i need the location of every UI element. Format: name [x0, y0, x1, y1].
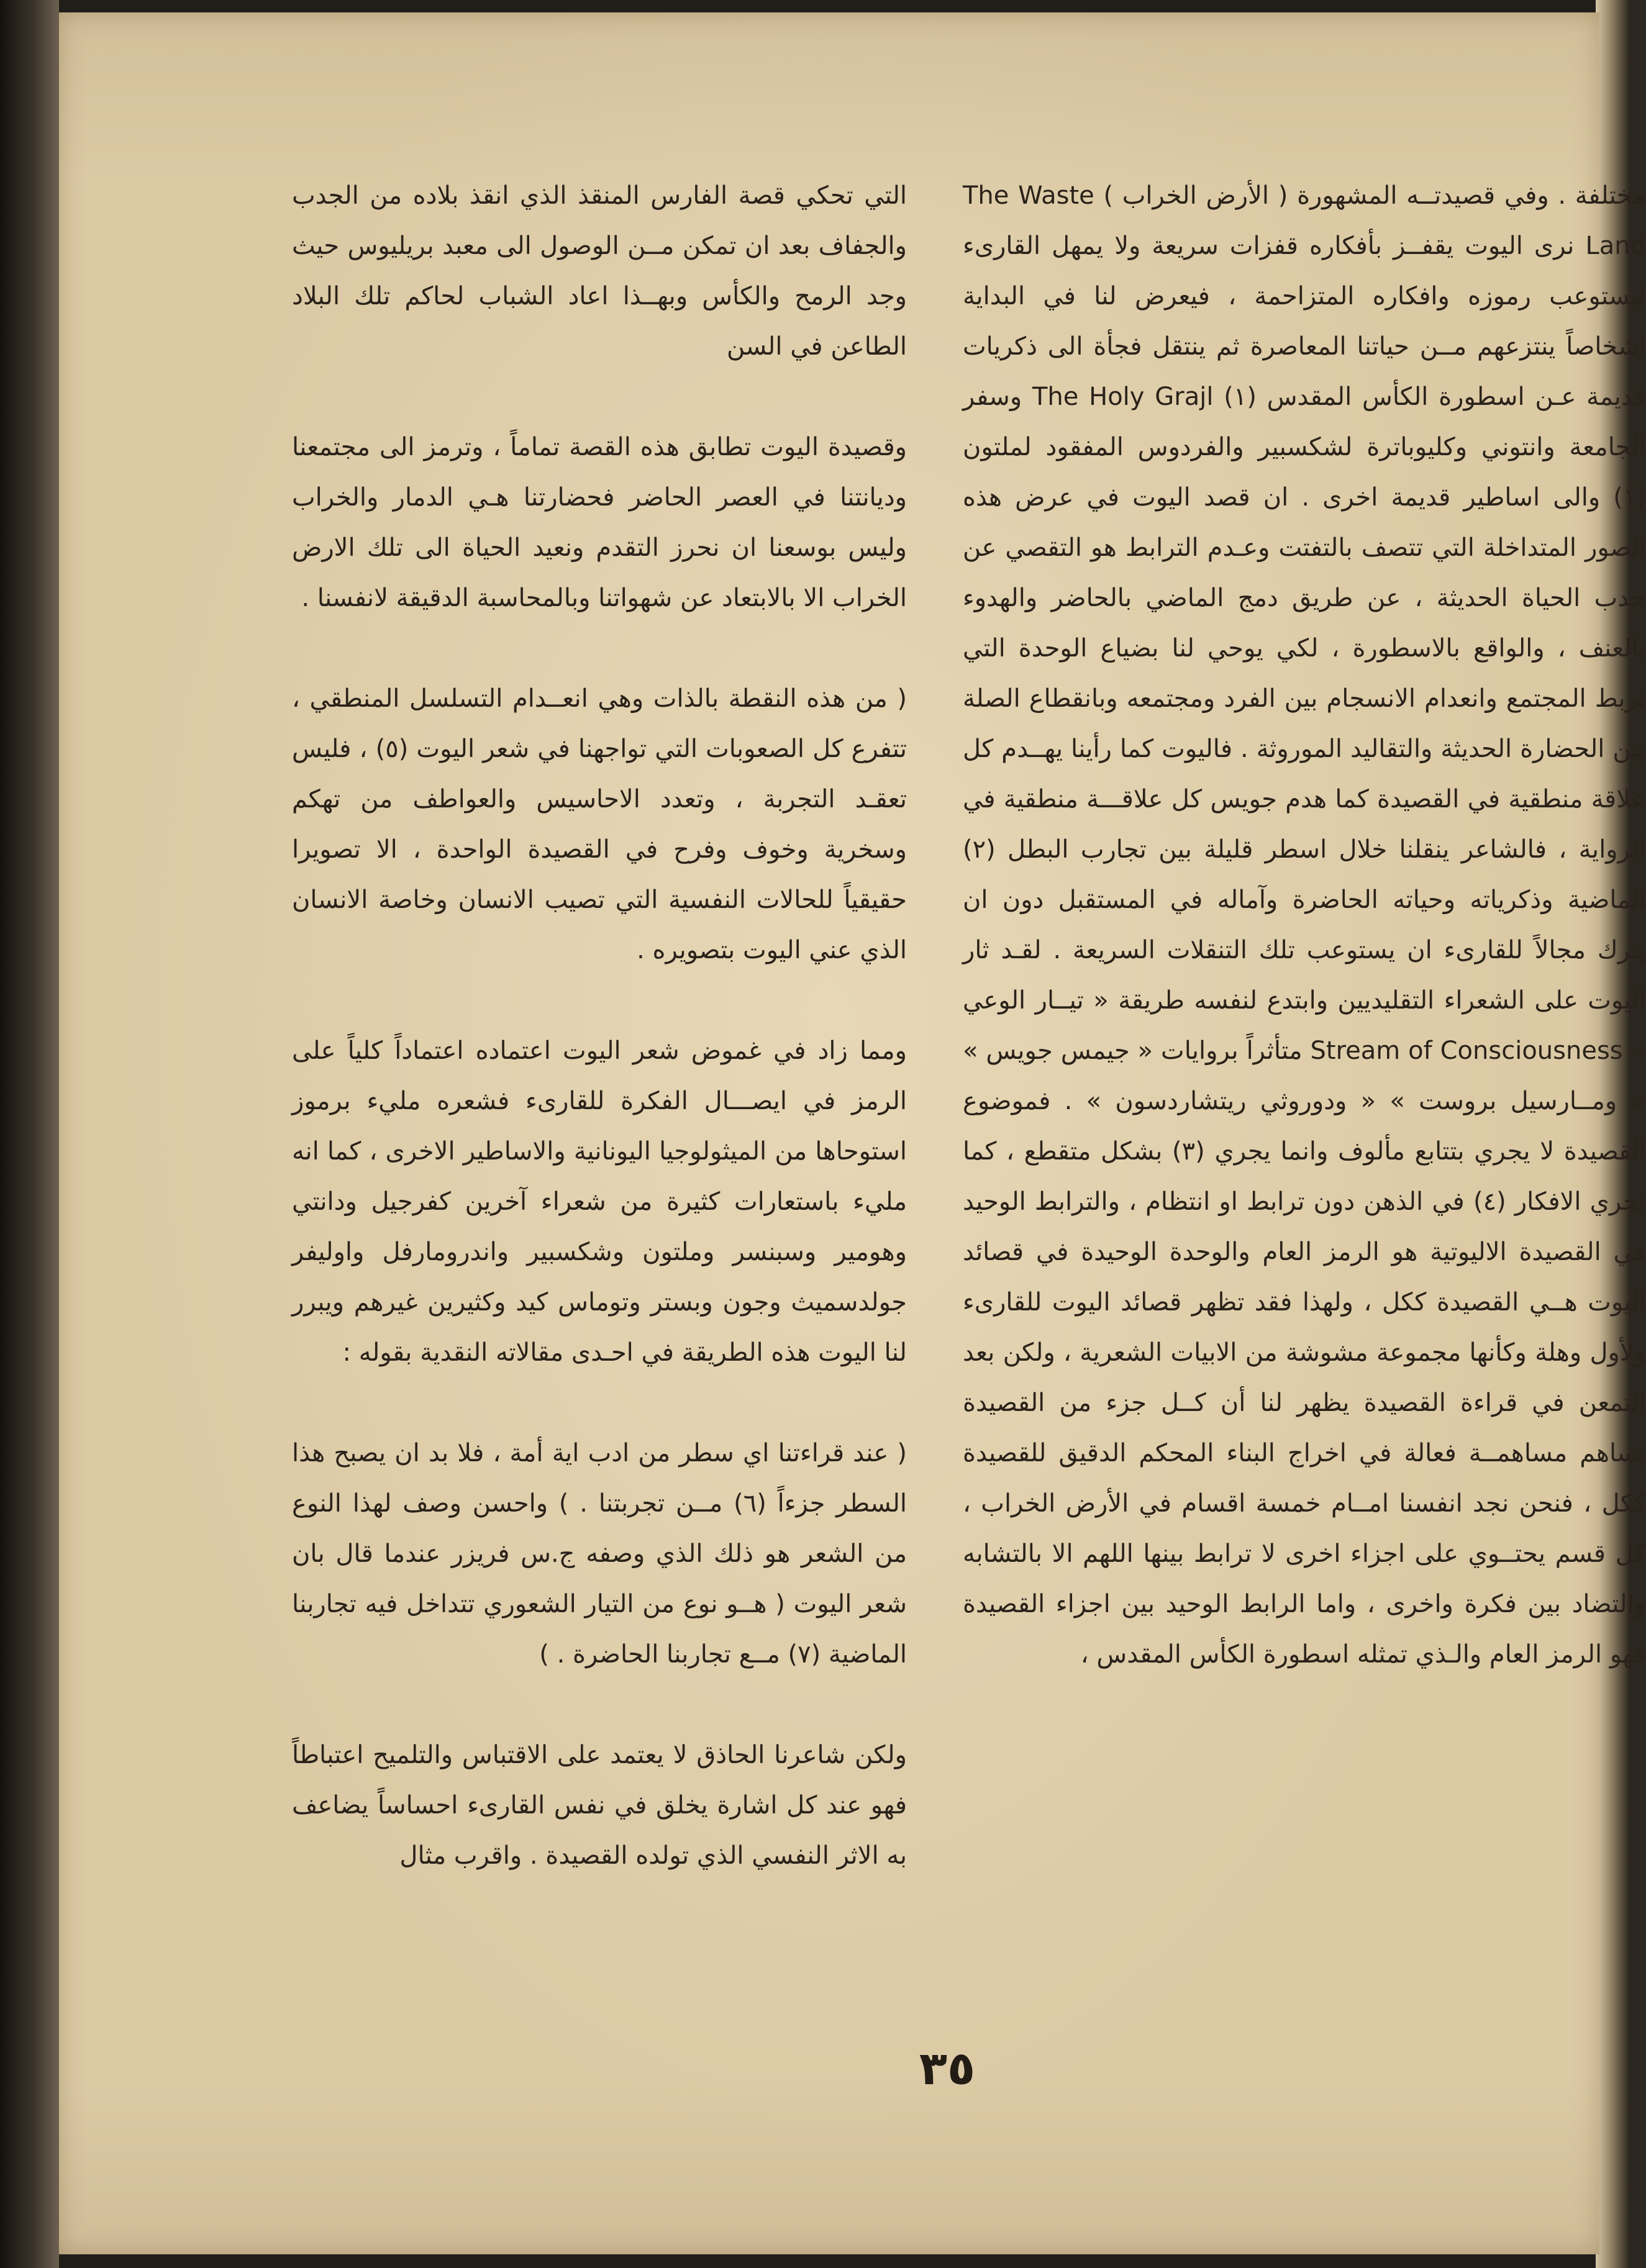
paragraph: التي تحكي قصة الفارس المنقذ الذي انقذ بلاده من الجدب والجفاف بعد ان تمكن مــن الوصول الى معبد بريليوس حيث وجد الرمح والكأس وبهــذا اعاد الشباب لحاكم تلك البلاد الطاعن في السن	[292, 181, 907, 361]
quote-paragraph: ( عند قراءتنا اي سطر من ادب اية أمة ، فلا بد ان يصبح هذا السطر جزءاً (٦) مــن تجربتنا . ) واحسن وصف لهذا النوع من الشعر هو ذلك الذي وصفه ج.س فريزر عندما قال بان شعر اليوت ( هــو نوع من التيار الشعوري تتداخل فيه تجاربنا الماضية (٧) مــع تجاربنا الحاضرة . )	[292, 1439, 907, 1669]
quote-paragraph: ( من هذه النقطة بالذات وهي انعــدام التسلسل المنطقي ، تتفرع كل الصعوبات التي تواجهنا في شعر اليوت (٥) ، فليس تعقـد التجربة ، وتعدد الاحاسيس والعواطف من تهكم وسخرية وخوف وفرح في القصيدة الواحدة ، الا تصويرا حقيقياً للحالات النفسية التي تصيب الانسان وخاصة الانسان الذي عني اليوت بتصويره .	[292, 684, 907, 964]
page-sheet	[59, 12, 1646, 2254]
paragraph: وقصيدة اليوت تطابق هذه القصة تماماً ، وترمز الى مجتمعنا وديانتنا في العصر الحاضر فحضارتنا هـي الدمار والخراب وليس بوسعنا ان نحرز التقدم ونعيد الحياة الى تلك الارض الخراب الا بالابتعاد عن شهواتنا وبالمحاسبة الدقيقة لانفسنا .	[292, 433, 907, 612]
page-number: ٣٥	[919, 2042, 976, 2095]
right-text-column	[963, 171, 1646, 1680]
paragraph: مختلفة . وفي قصيدتــه المشهورة ( الأرض الخراب ) The Waste Land نرى اليوت يقفــز بأفكاره قفزات سريعة ولا يمهل القارىء ليستوعب رموزه وافكاره المتزاحمة ، فيعرض لنا في البداية اشخاصاً ينتزعهم مــن حياتنا المعاصرة ثم ينتقل فجأة الى ذكريات قديمة عـن اسطورة الكأس المقدس (١) The Holy Grajl وسفر الجامعة وانتوني وكليوباترة لشكسبير والفردوس المفقود لملتون (١) والى اساطير قديمة اخرى . ان قصد اليوت في عرض هذه الصور المتداخلة التي تتصف بالتفتت وعـدم الترابط هو التقصي عن جدب الحياة الحديثة ، عن طريق دمج الماضي بالحاضر والهدوء بالعنف ، والواقع بالاسطورة ، لكي يوحي لنا بضياع الوحدة التي تربط المجتمع وانعدام الانسجام بين الفرد ومجتمعه وبانقطاع الصلة بين الحضارة الحديثة والتقاليد الموروثة . فاليوت كما رأينا يهــدم كل علاقة منطقية في القصيدة كما هدم جويس كل علاقـــة منطقية في الرواية ، فالشاعر ينقلنا خلال اسطر قليلة بين تجارب البطل (٢) الماضية وذكرياته وحياته الحاضرة وآماله في المستقبل دون ان يترك مجالاً للقارىء ان يستوعب تلك التنقلات السريعة . لقـد ثار اليوت على الشعراء التقليديين وابتدع لنفسه طريقة « تيــار الوعي » Stream of Consciousness متأثراً بروايات « جيمس جويس » « ومــارسيل بروست » « ودوروثي ريتشاردسون » . فموضوع القصيدة لا يجري بتتابع مألوف وانما يجري (٣) بشكل متقطع ، كما تجري الافكار (٤) في الذهن دون ترابط او انتظام ، والترابط الوحيد في القصيدة الاليوتية هو الرمز العام والوحدة الوحيدة في قصائد اليوت هــي القصيدة ككل ، ولهذا فقد تظهر قصائد اليوت للقارىء ولأول وهلة وكأنها مجموعة مشوشة من الابيات الشعرية ، ولكن بعد التمعن في قراءة القصيدة يظهر لنا أن كــل جزء من القصيدة يساهم مساهمــة فعالة في اخراج البناء المحكم الدقيق للقصيدة ككل ، فنحن نجد انفسنا امــام خمسة اقسام في الأرض الخراب ، كل قسم يحتــوي على اجزاء اخرى لا ترابط بينها اللهم الا بالتشابه والتضاد بين فكرة واخرى ، واما الرابط الوحيد بين اجزاء القصيدة فهو الرمز العام والـذي تمثله اسطورة الكأس المقدس ،	[963, 181, 1646, 1669]
paragraph: ومما زاد في غموض شعر اليوت اعتماده اعتماداً كلياً على الرمز في ايصـــال الفكرة للقارىء فشعره مليء برموز استوحاها من الميثولوجيا اليونانية والاساطير الاخرى ، كما انه مليء باستعارات كثيرة من شعراء آخرين كفرجيل ودانتي وهومير وسبنسر وملتون وشكسبير واندرومارفل واوليفر جولدسميث وجون وبستر وتوماس كيد وكثيرين غيرهم ويبرر لنا اليوت هذه الطريقة في احـدى مقالاته النقدية بقوله :	[292, 1036, 907, 1367]
left-text-column	[292, 171, 907, 1881]
binding-shadow	[0, 0, 59, 2268]
paragraph: ولكن شاعرنا الحاذق لا يعتمد على الاقتباس والتلميح اعتباطاً فهو عند كل اشارة يخلق في نفس القارىء احساساً يضاعف به الاثر النفسي الذي تولده القصيدة . واقرب مثال	[292, 1741, 907, 1870]
